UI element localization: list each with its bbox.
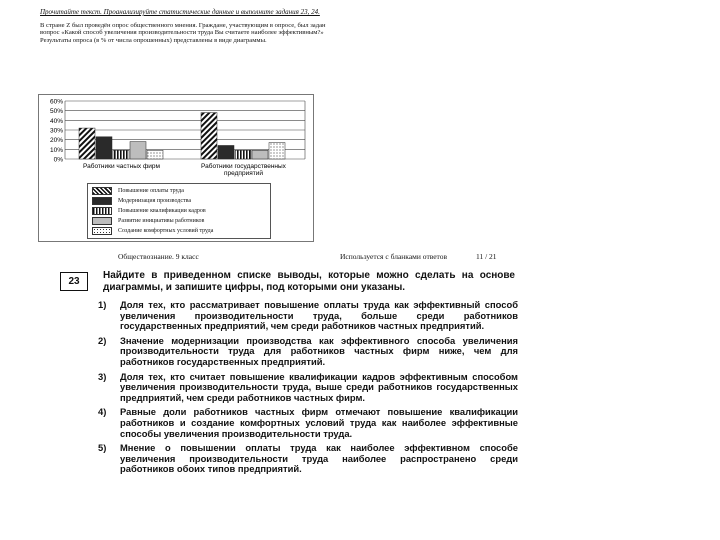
y-tick-label: 30% <box>49 127 63 135</box>
y-tick-label: 10% <box>49 146 63 154</box>
category-label: Работники государственных предприятий <box>201 163 286 177</box>
legend-item <box>92 217 204 225</box>
bar-2-5 <box>269 143 285 159</box>
footer-note: Используется с бланками ответов <box>340 252 448 261</box>
bar-2-1 <box>201 113 217 159</box>
legend-label: Повышение квалификации кадров <box>118 207 206 214</box>
legend-item <box>92 197 191 205</box>
legend-label: Повышение оплаты труда <box>118 187 184 194</box>
legend-label: Создание комфортных условий труда <box>118 227 214 234</box>
option-5 <box>98 443 518 475</box>
y-tick-label: 50% <box>49 108 63 116</box>
task-number: 23 <box>60 272 88 291</box>
option-text: Значение модернизации производства как эффективного способа увеличения производительности труда для работников частных фирм ниже, чем для работников государственных предприятий. <box>120 334 518 367</box>
y-tick-label: 40% <box>49 117 63 125</box>
option-number: 5) <box>98 442 107 454</box>
bar-2-2 <box>218 145 234 159</box>
option-text: Равные доли работников частных фирм отмечают повышение квалификации работников и создание комфортных условий труда как наиболее эффективные способы увеличения производительности труда. <box>120 406 518 439</box>
legend-item <box>92 227 213 235</box>
y-tick-label: 60% <box>49 98 63 106</box>
intro-text: Прочитайте текст. Проанализируйте статистические данные и выполните задания 23, 24. <box>40 8 320 16</box>
bar-chart <box>39 95 313 181</box>
footer-page: 11 / 21 <box>476 252 497 261</box>
legend-item <box>92 207 206 215</box>
bar-1-4 <box>130 142 146 159</box>
bar-1-5 <box>147 150 163 159</box>
option-number: 4) <box>98 406 107 418</box>
bar-1-1 <box>79 128 95 159</box>
option-4 <box>98 407 518 439</box>
option-text: Доля тех, кто рассматривает повышение оплаты труда как эффективный способ увеличения производительности труда, больше среди работников государственных предприятий, чем среди работников частных предприятий. <box>120 299 518 332</box>
answer-options <box>98 300 518 479</box>
survey-note: Результаты опроса (в % от числа опрошенных) представлены в виде диаграммы. <box>40 36 267 44</box>
legend-label: Развитие инициативы работников <box>118 217 205 224</box>
upper-page <box>40 8 340 44</box>
bar-2-4 <box>252 150 268 159</box>
bar-1-3 <box>113 150 129 159</box>
option-number: 2) <box>98 334 107 346</box>
legend-swatch <box>92 207 112 215</box>
legend-swatch <box>92 187 112 195</box>
bar-2-3 <box>235 150 251 159</box>
option-number: 3) <box>98 370 107 382</box>
bar-1-2 <box>96 137 112 159</box>
option-number: 1) <box>98 299 107 310</box>
task-question: Найдите в приведенном списке выводы, которые можно сделать на основе диаграммы, и запишите цифры, под которыми они указаны. <box>103 270 515 293</box>
option-text: Доля тех, кто считает повышение квалификации кадров эффективным способом увеличения производительности труда, выше среди работников государственных предприятий, чем среди работников частных фирм. <box>120 370 518 403</box>
legend-swatch <box>92 197 112 205</box>
legend-label: Модернизация производства <box>118 197 192 204</box>
y-tick-label: 0% <box>53 156 63 164</box>
chart-legend <box>87 183 271 239</box>
legend-swatch <box>92 217 112 225</box>
category-label: Работники частных фирм <box>82 163 161 170</box>
y-tick-label: 20% <box>49 137 63 145</box>
footer-subject: Обществознание. 9 класс <box>118 252 199 261</box>
option-1 <box>98 300 518 332</box>
option-2 <box>98 336 518 368</box>
survey-condition: В стране Z был проведён опрос общественного мнения. Граждане, участвующим в опросе, был задан вопрос «Какой способ увеличения производительности труда Вы считаете наиболее эффективным?» <box>40 22 326 37</box>
option-3 <box>98 372 518 404</box>
legend-swatch <box>92 227 112 235</box>
option-text: Мнение о повышении оплаты труда как наиболее эффективном способе увеличения производительности труда наиболее распространено среди работников обоих типов предприятий. <box>120 442 518 475</box>
legend-item <box>92 187 184 195</box>
chart-frame <box>38 94 314 242</box>
